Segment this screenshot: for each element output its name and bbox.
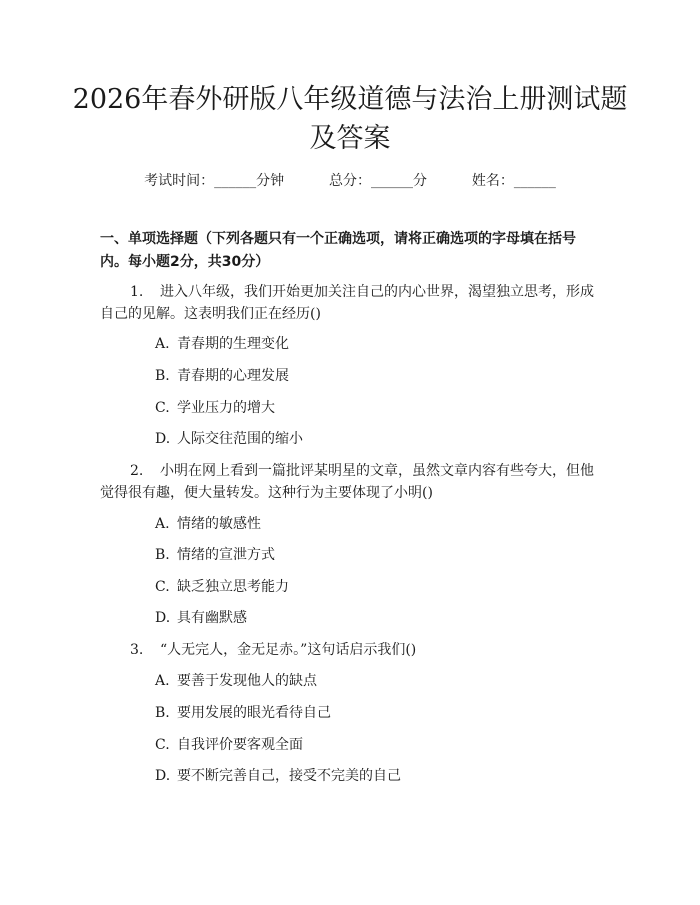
option-text: 要不断完善自己，接受不完美的自己 (177, 768, 401, 784)
question-stem: 进入八年级，我们开始更加关注自己的内心世界，渴望独立思考，形成自己的见解。这表明我们正在经历() (100, 284, 594, 322)
exam-meta-line (0, 170, 700, 190)
option-letter: C. (155, 579, 170, 595)
document-title: 2026年春外研版八年级道德与法治上册测试题及答案 (72, 84, 628, 154)
option-text: 要善于发现他人的缺点 (177, 673, 317, 689)
question-stem: 小明在网上看到一篇批评某明星的文章，虽然文章内容有些夸大，但他觉得很有趣，便大量转发。这种行为主要体现了小明() (100, 463, 594, 501)
section-heading: 一、单项选择题（下列各题只有一个正确选项，请将正确选项的字母填在括号内。每小题2分，共30分） (100, 231, 576, 270)
question-1-option-b (155, 366, 289, 386)
option-letter: B. (155, 705, 170, 721)
question-1-option-a (155, 334, 289, 354)
exam-time-field: 考试时间：______分钟 (144, 173, 285, 189)
option-letter: D. (155, 768, 171, 784)
option-text: 学业压力的增大 (177, 400, 275, 416)
question-2-option-b (155, 545, 275, 565)
question-1-option-c (155, 398, 275, 418)
question-number: 2. (130, 463, 144, 479)
question-1-option-d (155, 429, 303, 449)
option-letter: B. (155, 368, 170, 384)
question-1 (100, 281, 600, 325)
option-letter: A. (155, 516, 170, 532)
question-2-option-a (155, 514, 261, 534)
option-text: 具有幽默感 (177, 610, 247, 626)
question-number: 1. (130, 284, 144, 300)
question-stem: “人无完人，金无足赤。”这句话启示我们() (160, 642, 417, 658)
question-3-option-a (155, 671, 317, 691)
question-3-option-d (155, 766, 401, 786)
question-3-option-c (155, 735, 303, 755)
option-letter: D. (155, 610, 171, 626)
option-text: 要用发展的眼光看待自己 (177, 705, 331, 721)
option-letter: A. (155, 673, 170, 689)
option-letter: D. (155, 431, 171, 447)
option-text: 青春期的心理发展 (177, 368, 289, 384)
question-3-option-b (155, 703, 331, 723)
option-letter: C. (155, 737, 170, 753)
option-letter: B. (155, 547, 170, 563)
option-text: 人际交往范围的缩小 (177, 431, 303, 447)
question-2-option-c (155, 577, 289, 597)
option-text: 情绪的宣泄方式 (177, 547, 275, 563)
option-text: 缺乏独立思考能力 (177, 579, 289, 595)
option-text: 自我评价要客观全面 (177, 737, 303, 753)
total-score-field: 总分：______分 (329, 173, 427, 189)
option-text: 青春期的生理变化 (177, 336, 289, 352)
question-2 (100, 460, 600, 504)
option-text: 情绪的敏感性 (177, 516, 261, 532)
option-letter: C. (155, 400, 170, 416)
question-3 (100, 639, 600, 661)
name-field: 姓名：______ (471, 173, 556, 189)
question-2-option-d (155, 608, 247, 628)
question-number: 3. (130, 642, 144, 658)
option-letter: A. (155, 336, 170, 352)
